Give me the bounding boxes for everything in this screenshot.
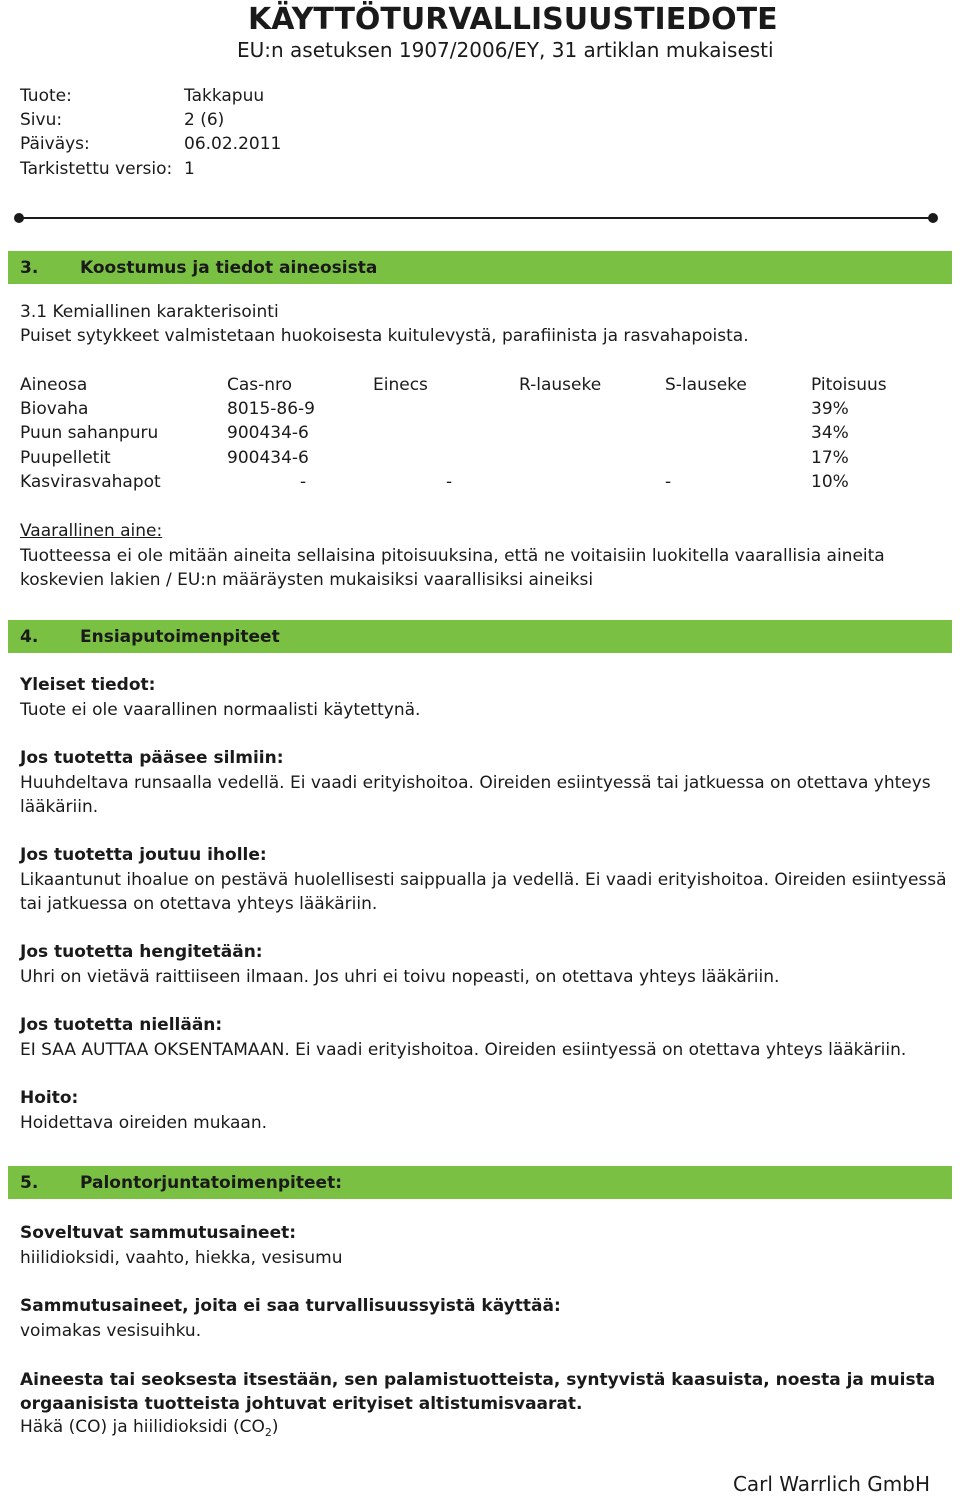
- meta-label-page: Sivu:: [20, 110, 63, 130]
- meta-label-date: Päiväys:: [20, 134, 90, 154]
- inhalation-heading: Jos tuotetta hengitetään:: [20, 942, 263, 962]
- section-5-number: 5.: [20, 1173, 39, 1193]
- table-cell: Puupelletit: [20, 448, 111, 468]
- table-header-s-phrase: S-lauseke: [665, 375, 747, 395]
- special-hazards-text: [20, 1417, 278, 1439]
- unsuitable-extinguishers-heading: Sammutusaineet, joita ei saa turvallisuussyistä käyttää:: [20, 1296, 561, 1316]
- ingestion-text: EI SAA AUTTAA OKSENTAMAAN. Ei vaadi erityishoitoa. Oireiden esiintyessä on otettava yhteys lääkäriin.: [20, 1040, 907, 1060]
- general-info-heading: Yleiset tiedot:: [20, 675, 156, 695]
- co2-subscript: 2: [264, 1426, 272, 1439]
- divider-dot-right: [928, 213, 938, 223]
- table-cell: -: [446, 472, 453, 492]
- table-header-r-phrase: R-lauseke: [519, 375, 602, 395]
- section-4-header: [8, 620, 952, 653]
- hazard-text: Tuotteessa ei ole mitään aineita sellaisina pitoisuuksina, että ne voitaisiin luokitella vaarallisia aineita koskevien lakien / EU:n määräysten mukaisiksi vaarallisiksi aineiksi: [20, 546, 885, 590]
- meta-label-version: Tarkistettu versio:: [20, 159, 173, 179]
- section-3-title: Koostumus ja tiedot aineosista: [80, 258, 378, 278]
- inhalation-text: Uhri on vietävä raittiiseen ilmaan. Jos uhri ei toivu nopeasti, on otettava yhteys lääkäriin.: [20, 967, 780, 987]
- suitable-extinguishers-heading: Soveltuvat sammutusaineet:: [20, 1223, 297, 1243]
- meta-value-date: 06.02.2011: [184, 134, 282, 154]
- document-subtitle: EU:n asetuksen 1907/2006/EY, 31 artiklan mukaisesti: [237, 38, 774, 62]
- table-header-einecs: Einecs: [373, 375, 428, 395]
- table-cell: Puun sahanpuru: [20, 423, 159, 443]
- special-hazards-text-end: ): [271, 1417, 279, 1437]
- table-cell: 39%: [811, 399, 849, 419]
- table-header-concentration: Pitoisuus: [811, 375, 887, 395]
- meta-value-product: Takkapuu: [184, 86, 265, 106]
- special-hazards-text-main: Häkä (CO) ja hiilidioksidi (CO: [20, 1417, 265, 1437]
- section-3-header: [8, 251, 952, 284]
- meta-label-product: Tuote:: [20, 86, 72, 106]
- skin-contact-text: Likaantunut ihoalue on pestävä huolellisesti saippualla ja vedellä. Ei vaadi erityishoitoa. Oireiden esiintyessä tai jatkuessa on otettava yhteys lääkäriin.: [20, 870, 947, 914]
- subsection-3-1-text: Puiset sytykkeet valmistetaan huokoisesta kuitulevystä, parafiinista ja rasvahapoista.: [20, 326, 749, 346]
- meta-value-version: 1: [184, 159, 195, 179]
- skin-contact-heading: Jos tuotetta joutuu iholle:: [20, 845, 267, 865]
- hazard-label: Vaarallinen aine:: [20, 521, 163, 541]
- general-info-text: Tuote ei ole vaarallinen normaalisti käytettynä.: [20, 700, 421, 720]
- section-5-header: [8, 1166, 952, 1199]
- section-3-number: 3.: [20, 258, 39, 278]
- table-cell: -: [665, 472, 672, 492]
- table-cell: 10%: [811, 472, 849, 492]
- special-hazards-heading: Aineesta tai seoksesta itsestään, sen palamistuotteista, syntyvistä kaasuista, noesta ja muista orgaanisista tuotteista johtuvat erityiset altistumisvaarat.: [20, 1370, 936, 1414]
- table-cell: 34%: [811, 423, 849, 443]
- divider-dot-left: [14, 213, 24, 223]
- document-title: KÄYTTÖTURVALLISUUSTIEDOTE: [248, 2, 778, 37]
- eye-contact-heading: Jos tuotetta pääsee silmiin:: [20, 748, 284, 768]
- header-divider: [18, 217, 932, 219]
- treatment-text: Hoidettava oireiden mukaan.: [20, 1113, 268, 1133]
- table-cell: -: [300, 472, 307, 492]
- footer-company: Carl Warrlich GmbH: [732, 1472, 930, 1496]
- treatment-heading: Hoito:: [20, 1088, 79, 1108]
- ingestion-heading: Jos tuotetta niellään:: [20, 1015, 223, 1035]
- table-cell: 900434-6: [227, 423, 309, 443]
- suitable-extinguishers-text: hiilidioksidi, vaahto, hiekka, vesisumu: [20, 1248, 343, 1268]
- section-4-number: 4.: [20, 627, 39, 647]
- table-header-ingredient: Aineosa: [20, 375, 88, 395]
- table-cell: Kasvirasvahapot: [20, 472, 161, 492]
- section-5-title: Palontorjuntatoimenpiteet:: [80, 1173, 342, 1193]
- section-4-title: Ensiaputoimenpiteet: [80, 627, 280, 647]
- table-cell: 900434-6: [227, 448, 309, 468]
- eye-contact-text: Huuhdeltava runsaalla vedellä. Ei vaadi erityishoitoa. Oireiden esiintyessä tai jatkuessa on otettava yhteys lääkäriin.: [20, 773, 931, 817]
- table-header-cas: Cas-nro: [227, 375, 293, 395]
- table-cell: Biovaha: [20, 399, 89, 419]
- table-cell: 8015-86-9: [227, 399, 315, 419]
- meta-value-page: 2 (6): [184, 110, 225, 130]
- subsection-3-1-heading: 3.1 Kemiallinen karakterisointi: [20, 302, 279, 322]
- unsuitable-extinguishers-text: voimakas vesisuihku.: [20, 1321, 202, 1341]
- table-cell: 17%: [811, 448, 849, 468]
